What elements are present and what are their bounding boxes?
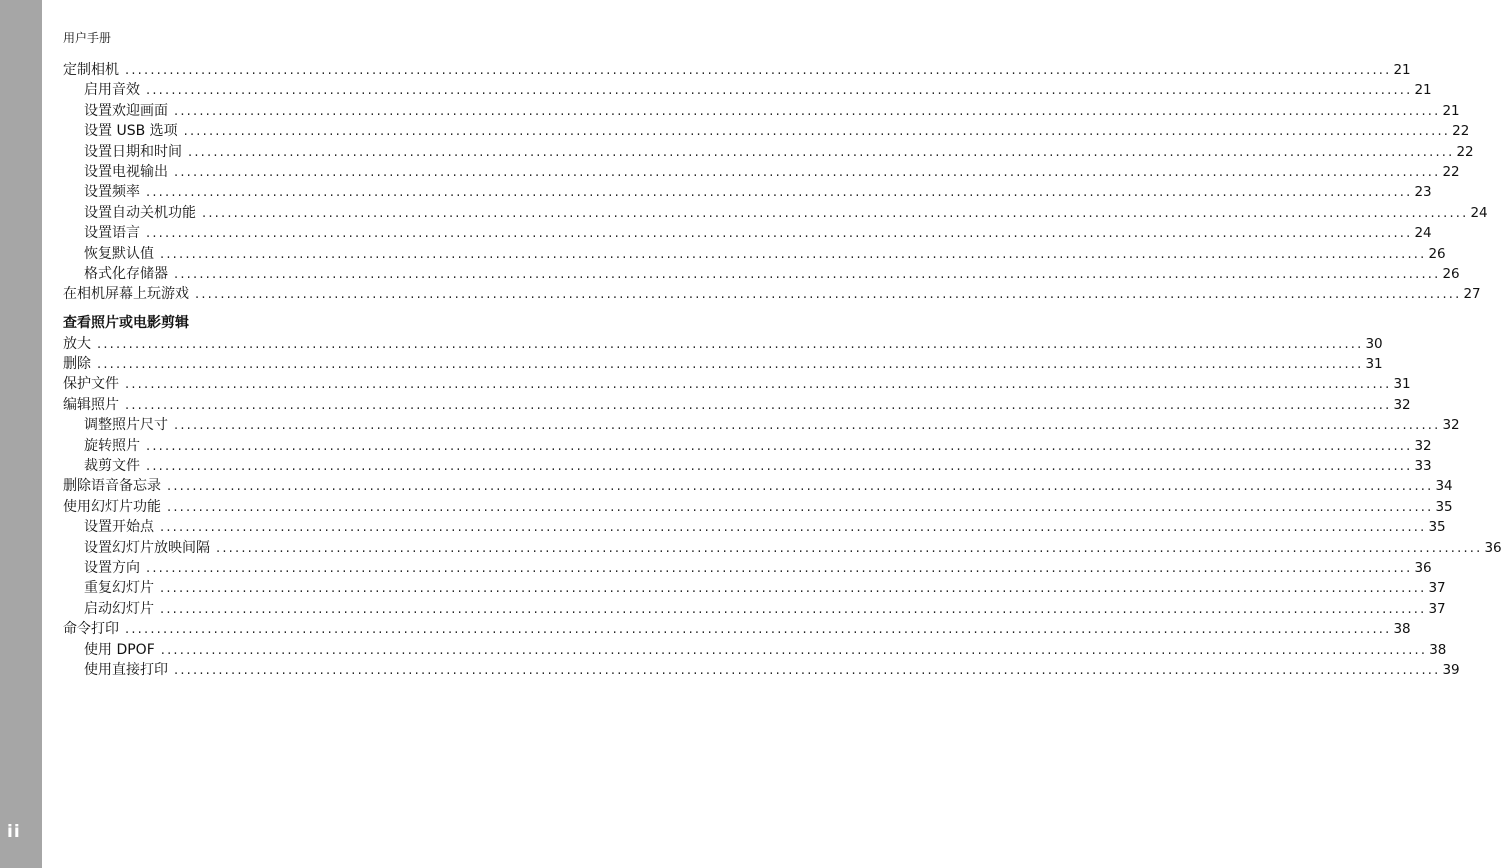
- dot-leader: ........................................................................................................................................................................................................: [202, 205, 1469, 221]
- toc-section: [63, 60, 1488, 305]
- toc-entry[interactable]: [63, 497, 1453, 517]
- toc-entry-label: 设置开始点: [84, 519, 154, 536]
- toc-entry-page: 39: [1442, 661, 1460, 678]
- dot-leader: ........................................................................................................................................................................................................: [125, 377, 1392, 393]
- dot-leader: ........................................................................................................................................................................................................: [160, 246, 1427, 262]
- toc-subentry[interactable]: [63, 415, 1460, 435]
- toc-entry[interactable]: [63, 354, 1383, 374]
- toc-entry-page: 30: [1365, 335, 1383, 352]
- dot-leader: ........................................................................................................................................................................................................: [146, 83, 1413, 99]
- toc-entry-page: 24: [1414, 225, 1432, 242]
- toc-entry-page: 37: [1428, 580, 1446, 597]
- toc-entry-label: 设置 USB 选项: [84, 123, 178, 140]
- toc-subentry[interactable]: [63, 80, 1432, 100]
- toc-entry-page: 27: [1463, 286, 1481, 303]
- dot-leader: ........................................................................................................................................................................................................: [160, 601, 1427, 617]
- toc-subentry[interactable]: [63, 456, 1432, 476]
- toc-entry-page: 22: [1442, 163, 1460, 180]
- toc-entry-page: 26: [1442, 265, 1460, 282]
- dot-leader: ........................................................................................................................................................................................................: [146, 438, 1413, 454]
- toc-entry-page: 23: [1414, 184, 1432, 201]
- toc-entry-page: 34: [1435, 478, 1453, 495]
- toc-entry-label: 重复幻灯片: [84, 580, 154, 597]
- toc-entry-label: 裁剪文件: [84, 458, 140, 475]
- dot-leader: ........................................................................................................................................................................................................: [167, 499, 1434, 515]
- toc-entry-label: 放大: [63, 335, 91, 352]
- dot-leader: ........................................................................................................................................................................................................: [174, 418, 1441, 434]
- toc-subentry[interactable]: [63, 121, 1470, 141]
- dot-leader: ........................................................................................................................................................................................................: [125, 622, 1392, 638]
- toc-subentry[interactable]: [63, 660, 1460, 680]
- toc-entry-label: 定制相机: [63, 62, 119, 78]
- toc-subentry[interactable]: [63, 599, 1446, 619]
- dot-leader: ........................................................................................................................................................................................................: [216, 540, 1483, 556]
- toc-entry-label: 设置频率: [84, 184, 140, 201]
- toc-entry-label: 设置幻灯片放映间隔: [84, 539, 210, 556]
- toc-entry-page: 26: [1428, 245, 1446, 262]
- dot-leader: ........................................................................................................................................................................................................: [125, 63, 1392, 78]
- toc-entry-label: 调整照片尺寸: [84, 417, 168, 434]
- toc-entry-label: 使用幻灯片功能: [63, 498, 161, 515]
- toc-subentry[interactable]: [63, 517, 1446, 537]
- toc-entry-page: 36: [1414, 559, 1432, 576]
- dot-leader: ........................................................................................................................................................................................................: [183, 124, 1451, 140]
- toc-entry-page: 22: [1452, 123, 1470, 140]
- toc-entry-page: 21: [1393, 62, 1411, 78]
- toc-entry-page: 38: [1393, 621, 1411, 638]
- toc-entry-page: 21: [1442, 102, 1460, 119]
- dot-leader: ........................................................................................................................................................................................................: [146, 226, 1413, 242]
- toc-entry-label: 格式化存储器: [84, 265, 168, 282]
- dot-leader: ........................................................................................................................................................................................................: [167, 479, 1434, 495]
- toc-subentry[interactable]: [63, 101, 1460, 121]
- toc-entry-label: 启动幻灯片: [84, 600, 154, 617]
- section-title: 查看照片或电影剪辑: [63, 314, 189, 331]
- dot-leader: ........................................................................................................................................................................................................: [174, 662, 1441, 678]
- toc-subentry[interactable]: [63, 640, 1447, 660]
- toc-subentry[interactable]: [63, 203, 1488, 223]
- toc-entry-label: 设置自动关机功能: [84, 204, 196, 221]
- toc-entry-label: 启用音效: [84, 82, 140, 99]
- toc-entry-label: 恢复默认值: [84, 245, 154, 262]
- toc-entry[interactable]: [63, 476, 1453, 496]
- toc-subentry[interactable]: [63, 264, 1460, 284]
- toc-entry-page: 32: [1414, 437, 1432, 454]
- toc-entry-label: 设置语言: [84, 225, 140, 242]
- toc-entry-page: 32: [1393, 396, 1411, 413]
- toc-entry-label: 设置方向: [84, 559, 140, 576]
- toc-entry-label: 旋转照片: [84, 437, 140, 454]
- table-of-contents: [63, 60, 1502, 680]
- dot-leader: ........................................................................................................................................................................................................: [174, 164, 1441, 180]
- toc-entry-page: 33: [1414, 458, 1432, 475]
- toc-subentry[interactable]: [63, 538, 1502, 558]
- toc-subentry[interactable]: [63, 558, 1432, 578]
- toc-entry-page: 21: [1414, 82, 1432, 99]
- toc-subentry[interactable]: [63, 578, 1446, 598]
- toc-subentry[interactable]: [63, 436, 1432, 456]
- dot-leader: ........................................................................................................................................................................................................: [174, 103, 1441, 119]
- toc-entry-label: 在相机屏幕上玩游戏: [63, 286, 189, 303]
- toc-subentry[interactable]: [63, 142, 1474, 162]
- toc-entry[interactable]: [63, 334, 1383, 354]
- running-header: 用户手册: [63, 31, 112, 45]
- toc-entry-page: 35: [1435, 498, 1453, 515]
- dot-leader: ........................................................................................................................................................................................................: [160, 642, 1428, 658]
- toc-entry-page: 22: [1456, 143, 1474, 160]
- toc-entry-label: 编辑照片: [63, 396, 119, 413]
- page-number: ii: [7, 822, 21, 842]
- dot-leader: ........................................................................................................................................................................................................: [146, 459, 1413, 475]
- toc-entry-page: 37: [1428, 600, 1446, 617]
- toc-section: [63, 313, 1502, 681]
- toc-subentry[interactable]: [63, 182, 1432, 202]
- toc-subentry[interactable]: [63, 244, 1446, 264]
- dot-leader: ........................................................................................................................................................................................................: [97, 336, 1364, 352]
- toc-entry-page: 31: [1365, 356, 1383, 373]
- toc-entry-label: 设置欢迎画面: [84, 102, 168, 119]
- toc-entry-page: 32: [1442, 417, 1460, 434]
- toc-entry-label: 删除: [63, 356, 91, 373]
- dot-leader: ........................................................................................................................................................................................................: [160, 520, 1427, 536]
- toc-entry[interactable]: [63, 619, 1411, 639]
- dot-leader: ........................................................................................................................................................................................................: [97, 357, 1364, 373]
- toc-subentry[interactable]: [63, 223, 1432, 243]
- page-margin-bar: [0, 0, 42, 868]
- toc-entry[interactable]: [63, 60, 1411, 80]
- toc-entry-label: 使用 DPOF: [84, 641, 155, 658]
- toc-entry-label: 设置电视输出: [84, 163, 168, 180]
- toc-entry-label: 保护文件: [63, 376, 119, 393]
- toc-entry[interactable]: [63, 284, 1481, 304]
- toc-entry-label: 命令打印: [63, 621, 119, 638]
- toc-entry-page: 35: [1428, 519, 1446, 536]
- dot-leader: ........................................................................................................................................................................................................: [174, 266, 1441, 282]
- toc-entry-page: 38: [1429, 641, 1447, 658]
- toc-entry-page: 31: [1393, 376, 1411, 393]
- dot-leader: ........................................................................................................................................................................................................: [146, 185, 1413, 201]
- dot-leader: ........................................................................................................................................................................................................: [146, 560, 1413, 576]
- toc-entry[interactable]: [63, 395, 1411, 415]
- toc-entry-label: 设置日期和时间: [84, 143, 182, 160]
- toc-entry-label: 删除语音备忘录: [63, 478, 161, 495]
- dot-leader: ........................................................................................................................................................................................................: [188, 144, 1455, 160]
- dot-leader: ........................................................................................................................................................................................................: [160, 581, 1427, 597]
- toc-entry-label: 使用直接打印: [84, 661, 168, 678]
- dot-leader: ........................................................................................................................................................................................................: [195, 287, 1462, 303]
- dot-leader: ........................................................................................................................................................................................................: [125, 397, 1392, 413]
- toc-entry[interactable]: [63, 374, 1411, 394]
- toc-subentry[interactable]: [63, 162, 1460, 182]
- toc-entry-page: 24: [1470, 204, 1488, 221]
- toc-entry-page: 36: [1484, 539, 1502, 556]
